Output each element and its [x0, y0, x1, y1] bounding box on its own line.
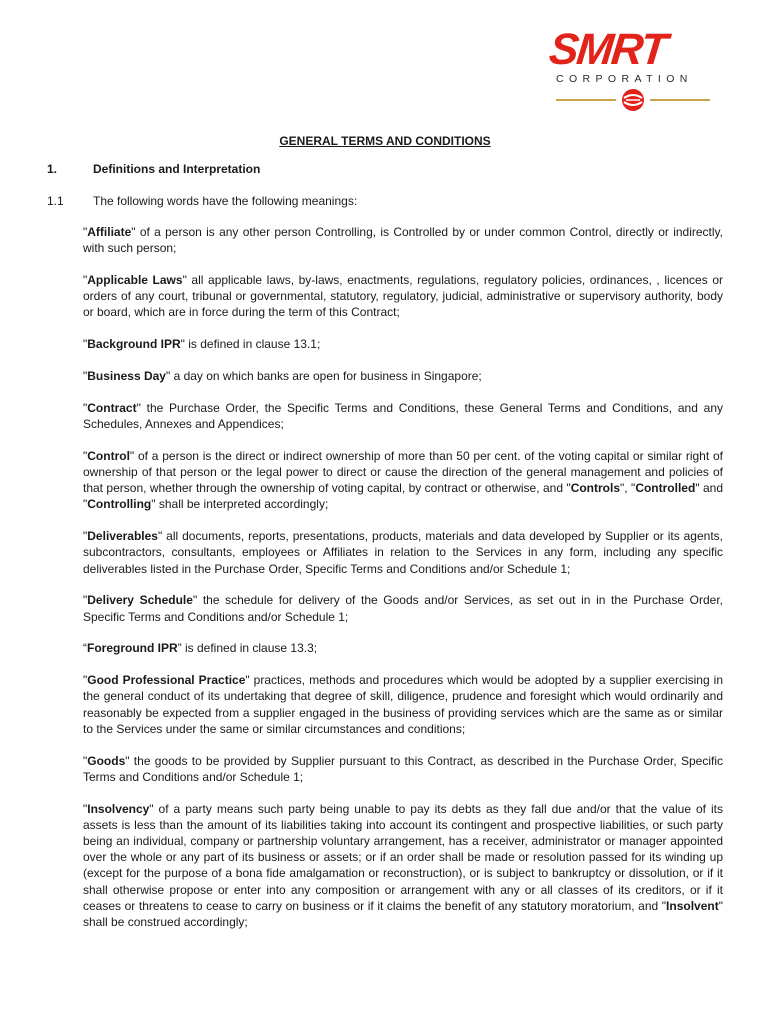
defined-term: Applicable Laws: [87, 273, 183, 287]
logo-brand-text: SMRT: [548, 26, 668, 71]
defined-term: Good Professional Practice: [87, 673, 246, 688]
defined-term: Controlled: [635, 481, 696, 496]
definition-deliverables: "Deliverables" all documents, reports, presentations, products, materials and data developed by Supplier or its agents, subcontractors, consultants, employees or Affiliates in relation to the Services in any form, including any specific deliverables listed in the Purchase Order, Specific Terms and Conditions and/or Schedule 1;: [83, 529, 723, 576]
defined-term: Goods: [87, 753, 126, 768]
defined-term: Background IPR: [87, 337, 181, 352]
section-number: 1.: [47, 162, 58, 176]
defined-term: Insolvent: [666, 898, 719, 913]
definition-insolvency: "Insolvency" of a party means such party being unable to pay its debts as they fall due and/or that the value of its assets is less than the amount of its liabilities taking into account its contingent and prospective liabilities, or such party being an individual, company or partnership voluntary arrangement, has a receiver, administrator or manager appointed over the whole or any part of its business or assets; or if an order shall be made or resolution passed for its winding up (except for the purpose of a bona fide amalgamation or reconstruction), or is subject to bankruptcy or dissolution, or if it shall otherwise propose or enter into any composition or arrangement with any or all classes of its creditors, or if it ceases or threatens to cease to carry on business or if it claims the benefit of any statutory moratorium, and "Insolvent" shall be construed accordingly;: [83, 801, 723, 930]
section-title: Definitions and Interpretation: [93, 162, 261, 176]
logo-emblem-icon: [548, 88, 718, 116]
definition-business-day: "Business Day" a day on which banks are open for business in Singapore;: [83, 369, 482, 383]
clause-number: 1.1: [47, 194, 64, 208]
smrt-corporation-logo: [548, 26, 718, 116]
definition-affiliate: "Affiliate" of a person is any other person Controlling, is Controlled by or under common Control, directly or indirectly, with such person;: [83, 225, 723, 256]
definition-applicable-laws: "Applicable Laws" all applicable laws, by-laws, enactments, regulations, regulatory policies, ordinances, , licences or orders of any court, tribunal or governmental, statutory, regulatory, judicial, administrative or supervisory authority, body or board, which are in force during the term of this Contract;: [83, 273, 723, 320]
definitions-list: [83, 224, 723, 946]
defined-term: Foreground IPR: [87, 641, 178, 656]
document-title: GENERAL TERMS AND CONDITIONS: [279, 134, 491, 148]
defined-term: Control: [87, 448, 130, 463]
defined-term: Insolvency: [87, 801, 150, 816]
definition-background-ipr: "Background IPR" is defined in clause 13.1;: [83, 337, 321, 352]
logo-corporation-text: CORPORATION: [556, 73, 693, 85]
defined-term: Controlling: [87, 497, 152, 512]
definition-contract: "Contract" the Purchase Order, the Specific Terms and Conditions, these General Terms and Conditions, and any Schedules, Annexes and Appendices;: [83, 400, 723, 431]
clause-text: The following words have the following meanings:: [93, 194, 358, 208]
definition-good-professional-practice: "Good Professional Practice" practices, methods and procedures which would be adopted by a supplier exercising in the general conduct of its undertaking that degree of skill, diligence, prudence and foresight which would ordinarily and reasonably be expected from a supplier engaged in the business of providing services which are the same as or similar to the Services under the same or similar circumstances and conditions;: [83, 673, 724, 736]
defined-term: Delivery Schedule: [87, 593, 193, 608]
definition-delivery-schedule: "Delivery Schedule" the schedule for delivery of the Goods and/or Services, as set out in in the Purchase Order, Specific Terms and Conditions and/or Schedule 1;: [83, 593, 723, 624]
defined-term: Deliverables: [87, 529, 158, 544]
smrt-wordmark: [548, 26, 718, 71]
definition-goods: "Goods" the goods to be provided by Supplier pursuant to this Contract, as described in the Purchase Order, Specific Terms and Conditions and/or Schedule 1;: [83, 753, 723, 784]
defined-term: Controls: [570, 481, 621, 496]
defined-term: Business Day: [87, 369, 166, 383]
defined-term: Contract: [87, 400, 137, 415]
definition-control: "Control" of a person is the direct or indirect ownership of more than 50 per cent. of the voting capital or similar right of ownership of that person or the legal power to direct or cause the direction of the general management and policies of that person, whether through the ownership of voting capital, by contract or otherwise, and "Controls", "Controlled" and "Controlling" shall be interpreted accordingly;: [83, 448, 724, 512]
definition-foreground-ipr: “Foreground IPR” is defined in clause 13.3;: [83, 641, 318, 656]
defined-term: Affiliate: [87, 225, 132, 239]
